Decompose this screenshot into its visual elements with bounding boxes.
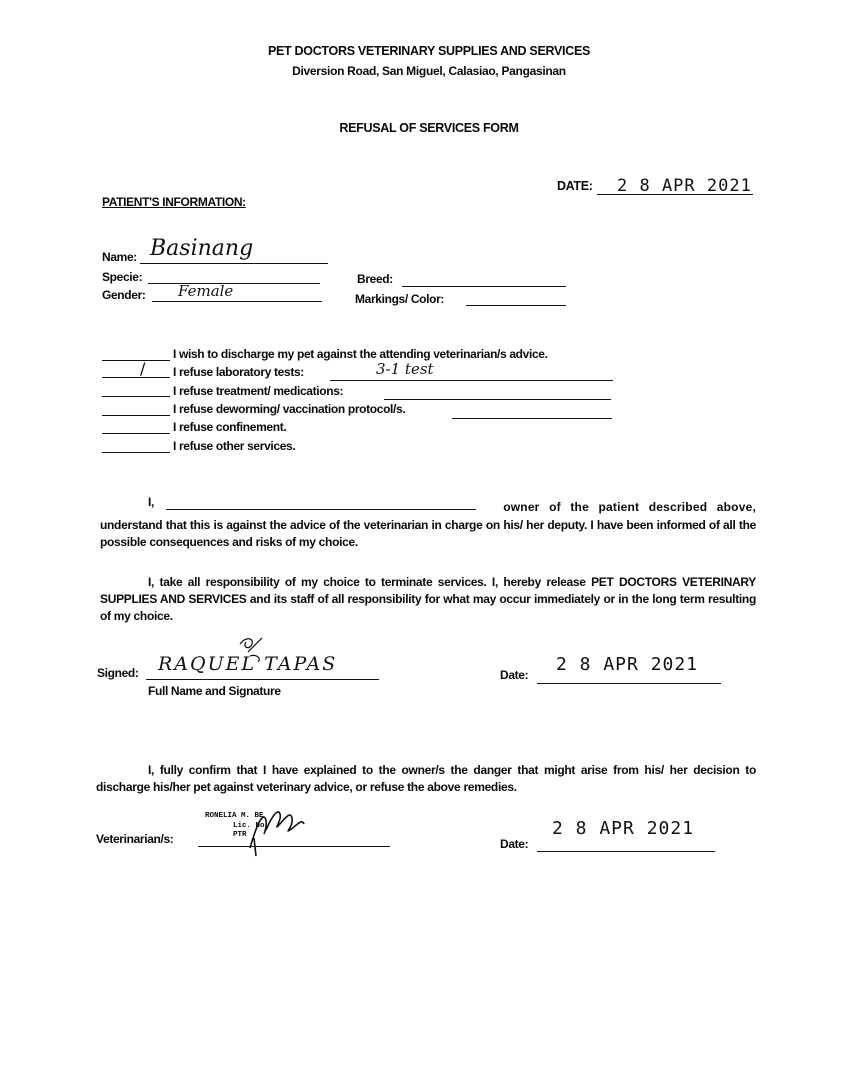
patient-info-label: PATIENT'S INFORMATION: bbox=[102, 195, 246, 209]
gender-value: Female bbox=[178, 282, 234, 300]
vet-stamp-name: RONELIA M. BE bbox=[205, 812, 264, 820]
refusal-text: I refuse laboratory tests: bbox=[173, 365, 304, 379]
vet-confirm-paragraph: I, fully confirm that I have explained to the owner/s the danger that might arise from his/ her decision to discharge his/her pet against veterinary advice, or refuse the above remedies. bbox=[96, 763, 756, 794]
name-value: Basinang bbox=[150, 236, 254, 261]
breed-line bbox=[402, 286, 566, 287]
refusal-blank[interactable] bbox=[102, 360, 170, 361]
vet-date-line[interactable] bbox=[537, 851, 715, 852]
veterinarian-label: Veterinarian/s: bbox=[96, 832, 174, 846]
vet-stamp-license: Lic. No. bbox=[233, 822, 270, 830]
refusal-blank[interactable] bbox=[102, 396, 170, 397]
refusal-blank[interactable] bbox=[102, 452, 170, 453]
refusal-text: I refuse other services. bbox=[173, 439, 296, 453]
owner-signature-line[interactable] bbox=[146, 679, 379, 680]
refusal-mark: / bbox=[140, 359, 146, 378]
refusal-blank[interactable] bbox=[102, 377, 170, 378]
refusal-text: I refuse treatment/ medications: bbox=[173, 384, 344, 398]
name-label: Name: bbox=[102, 250, 137, 264]
owner-date-value: 2 8 APR 2021 bbox=[556, 654, 699, 675]
refusal-text: I refuse confinement. bbox=[173, 420, 287, 434]
refusal-detail-line[interactable] bbox=[452, 418, 612, 419]
refusal-text: I refuse deworming/ vaccination protocol/s. bbox=[173, 402, 406, 416]
owner-date-line[interactable] bbox=[537, 683, 721, 684]
statement-paragraph-2: I, take all responsibility of my choice to terminate services. I, hereby release PET DOCTORS VETERINARY SUPPLIES AND SERVICES and its staff of all responsibility for what may occur immediately or in the long term resulting of my choice. bbox=[100, 575, 756, 623]
breed-label: Breed: bbox=[357, 272, 393, 286]
date-label: DATE: bbox=[557, 179, 593, 193]
refusal-detail-line[interactable] bbox=[384, 399, 611, 400]
gender-line bbox=[152, 301, 322, 302]
vet-signature-icon bbox=[244, 804, 314, 858]
vet-date-value: 2 8 APR 2021 bbox=[552, 818, 695, 839]
signed-label: Signed: bbox=[97, 666, 139, 680]
statement-paragraph-1: understand that this is against the advice of the veterinarian in charge on his/ her deputy. I have been informed of all the possible consequences and risks of my choice. bbox=[100, 518, 756, 549]
refusal-blank[interactable] bbox=[102, 415, 170, 416]
gender-label: Gender: bbox=[102, 288, 146, 302]
owner-suffix: owner of the patient described above, bbox=[503, 500, 756, 514]
refusal-blank[interactable] bbox=[102, 433, 170, 434]
owner-signature: RAQUEL TAPAS bbox=[158, 653, 338, 675]
form-title: REFUSAL OF SERVICES FORM bbox=[339, 121, 519, 135]
refusal-detail: 3-1 test bbox=[376, 360, 434, 378]
markings-line bbox=[466, 305, 566, 306]
company-address: Diversion Road, San Miguel, Calasiao, Pangasinan bbox=[292, 64, 566, 78]
refusal-text: I wish to discharge my pet against the attending veterinarian/s advice. bbox=[173, 347, 548, 361]
specie-label: Specie: bbox=[102, 270, 143, 284]
owner-date-label: Date: bbox=[500, 668, 529, 682]
name-line bbox=[140, 263, 328, 264]
specie-line bbox=[148, 283, 320, 284]
refusal-detail-line[interactable] bbox=[330, 380, 613, 381]
signature-caption: Full Name and Signature bbox=[148, 684, 281, 698]
company-name: PET DOCTORS VETERINARY SUPPLIES AND SERVICES bbox=[267, 44, 591, 58]
vet-stamp-ptr: PTR bbox=[233, 831, 247, 839]
markings-label: Markings/ Color: bbox=[355, 292, 445, 306]
owner-name-line[interactable] bbox=[166, 509, 476, 510]
date-value: 2 8 APR 2021 bbox=[617, 176, 752, 196]
owner-i-label: I, bbox=[148, 495, 154, 509]
vet-date-label: Date: bbox=[500, 837, 529, 851]
